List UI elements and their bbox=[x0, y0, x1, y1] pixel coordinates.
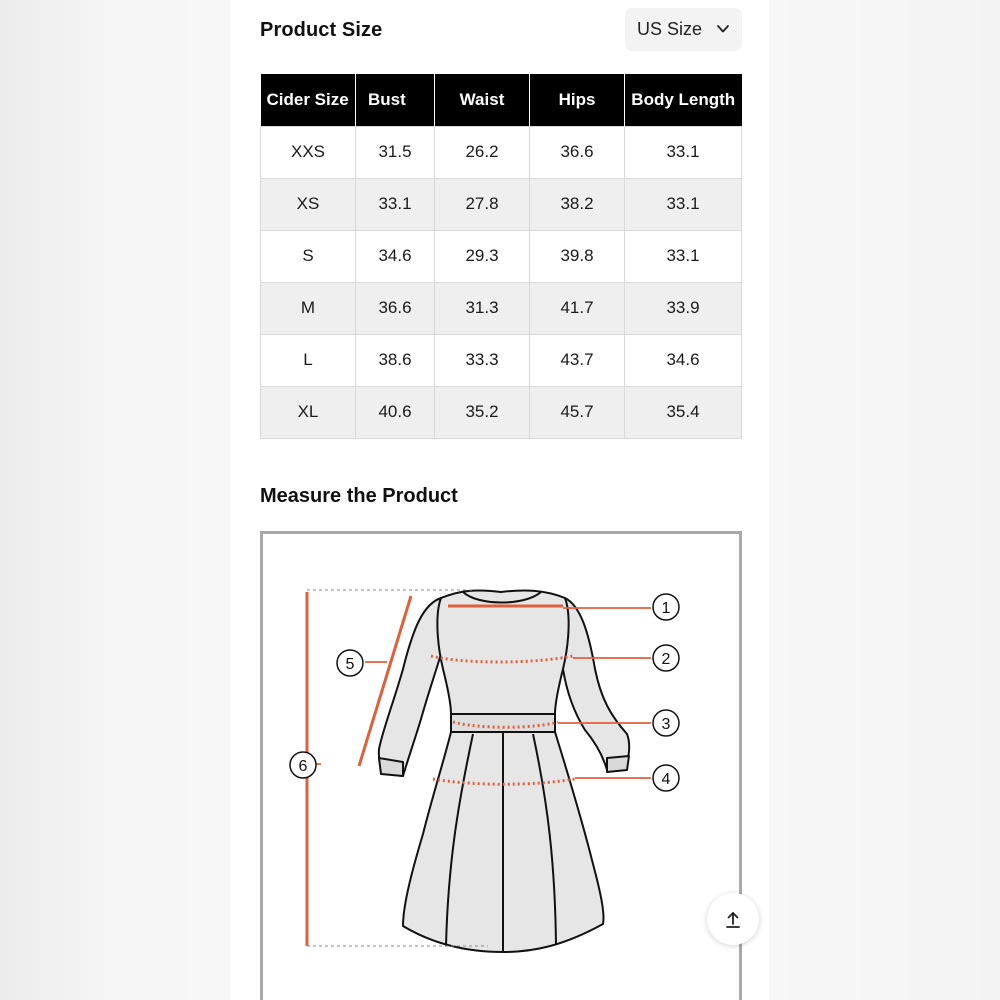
callout-label: 6 bbox=[298, 758, 308, 775]
table-cell: 33.3 bbox=[435, 334, 530, 386]
table-row bbox=[261, 178, 742, 230]
callout-label: 3 bbox=[661, 716, 671, 733]
table-cell: XS bbox=[261, 178, 356, 230]
table-cell: 31.3 bbox=[435, 282, 530, 334]
table-cell: M bbox=[261, 282, 356, 334]
table-cell: 34.6 bbox=[625, 334, 742, 386]
table-cell: 27.8 bbox=[435, 178, 530, 230]
table-cell: 36.6 bbox=[530, 126, 625, 178]
table-cell: L bbox=[261, 334, 356, 386]
size-table bbox=[260, 74, 742, 439]
column-header: Body Length bbox=[625, 74, 742, 126]
table-cell: 31.5 bbox=[356, 126, 435, 178]
measure-product-title: Measure the Product bbox=[260, 485, 458, 507]
table-cell: 33.1 bbox=[625, 126, 742, 178]
table-cell: XL bbox=[261, 386, 356, 438]
table-cell: 26.2 bbox=[435, 126, 530, 178]
table-row bbox=[261, 230, 742, 282]
table-cell: 34.6 bbox=[356, 230, 435, 282]
table-cell: 35.2 bbox=[435, 386, 530, 438]
table-row bbox=[261, 334, 742, 386]
table-cell: 36.6 bbox=[356, 282, 435, 334]
table-row bbox=[261, 126, 742, 178]
column-header: Waist bbox=[435, 74, 530, 126]
product-size-title: Product Size bbox=[260, 19, 383, 41]
table-cell: 29.3 bbox=[435, 230, 530, 282]
table-cell: 38.6 bbox=[356, 334, 435, 386]
table-cell: 39.8 bbox=[530, 230, 625, 282]
column-header: Cider Size bbox=[261, 74, 356, 126]
table-cell: 45.7 bbox=[530, 386, 625, 438]
table-cell: S bbox=[261, 230, 356, 282]
table-cell: 43.7 bbox=[530, 334, 625, 386]
size-unit-value: US Size bbox=[637, 19, 703, 39]
column-header: Bust bbox=[356, 74, 435, 126]
measurement-diagram bbox=[260, 531, 742, 1000]
table-cell: 35.4 bbox=[625, 386, 742, 438]
arrow-up-icon bbox=[723, 909, 743, 929]
table-row bbox=[261, 282, 742, 334]
callout-label: 4 bbox=[661, 771, 671, 788]
table-cell: 33.1 bbox=[625, 178, 742, 230]
table-cell: 41.7 bbox=[530, 282, 625, 334]
table-cell: 33.1 bbox=[356, 178, 435, 230]
callout-label: 5 bbox=[345, 656, 355, 673]
size-unit-select[interactable] bbox=[625, 8, 742, 51]
callout-label: 2 bbox=[661, 651, 671, 668]
callout-label: 1 bbox=[661, 600, 671, 617]
dress-icon bbox=[379, 590, 629, 952]
column-header: Hips bbox=[530, 74, 625, 126]
size-guide-panel bbox=[232, 0, 769, 1000]
table-row bbox=[261, 386, 742, 438]
table-cell: 33.1 bbox=[625, 230, 742, 282]
scroll-to-top-button[interactable] bbox=[707, 893, 759, 945]
table-cell: 33.9 bbox=[625, 282, 742, 334]
table-cell: 38.2 bbox=[530, 178, 625, 230]
size-table-header-row bbox=[261, 74, 742, 126]
dress-illustration bbox=[263, 534, 739, 1000]
table-cell: 40.6 bbox=[356, 386, 435, 438]
chevron-down-icon bbox=[716, 22, 730, 36]
table-cell: XXS bbox=[261, 126, 356, 178]
